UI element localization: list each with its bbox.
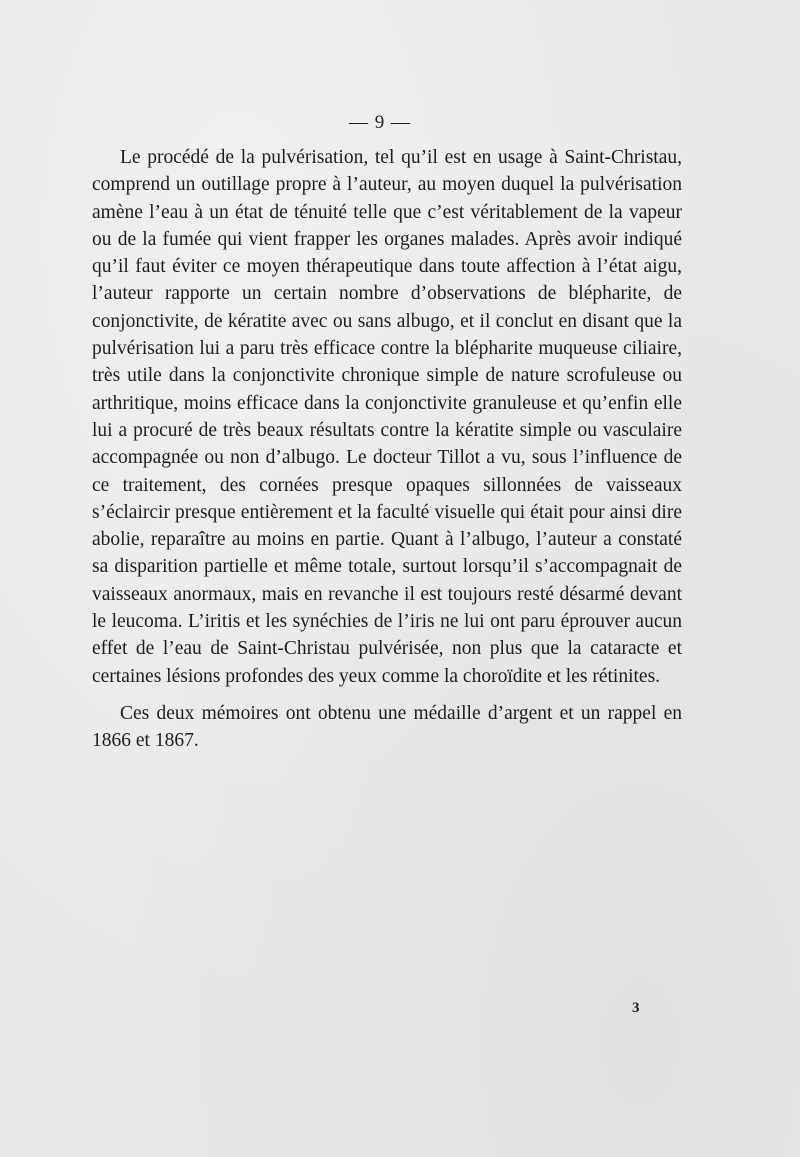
paragraph-1: Le procédé de la pulvérisation, tel qu’il est en usage à Saint-Christau, comprend un outillage propre à l’auteur, au moyen duquel la pulvérisation amène l’eau à un état de ténuité telle que c’est véritablement de la vapeur ou de la fumée qui vient frapper les organes malades. Après avoir indiqué qu’il faut éviter ce moyen thérapeutique dans toute affection à l’état aigu, l’auteur rapporte un certain nombre d’observations de blépharite, de conjonctivite, de kératite avec ou sans albugo, et il conclut en disant que la pulvérisation lui a paru très efficace contre la blépharite muqueuse ciliaire, très utile dans la conjonctivite chronique simple de nature scrofuleuse ou arthritique, moins efficace dans la conjonctivite granuleuse et qu’enfin elle lui a procuré de très beaux résultats contre la kératite simple ou vasculaire accompagnée ou non d’albugo. Le docteur Tillot a vu, sous l’influence de ce traitement, des cornées presque opaques sillonnées de vaisseaux s’éclaircir presque entièrement et la faculté visuelle qui était pour ainsi dire abolie, reparaître au moins en partie. Quant à l’albugo, l’auteur a constaté sa disparition partielle et même totale, surtout lorsqu’il s’accompagnait de vaisseaux anormaux, mais en revanche il est toujours resté désarmé devant le leucoma. L’iritis et les synéchies de l’iris ne lui ont paru éprouver aucun effet de l’eau de Saint-Christau pulvérisée, non plus que la cataracte et certaines lésions profondes des yeux comme la choroïdite et les rétinites. <box>92 147 682 687</box>
page-number: — 9 — <box>349 112 411 133</box>
body-text <box>92 144 682 755</box>
paragraph-2: Ces deux mémoires ont obtenu une médaille d’argent et un rappel en 1866 et 1867. <box>92 702 682 752</box>
signature-mark: 3 <box>632 1000 640 1016</box>
